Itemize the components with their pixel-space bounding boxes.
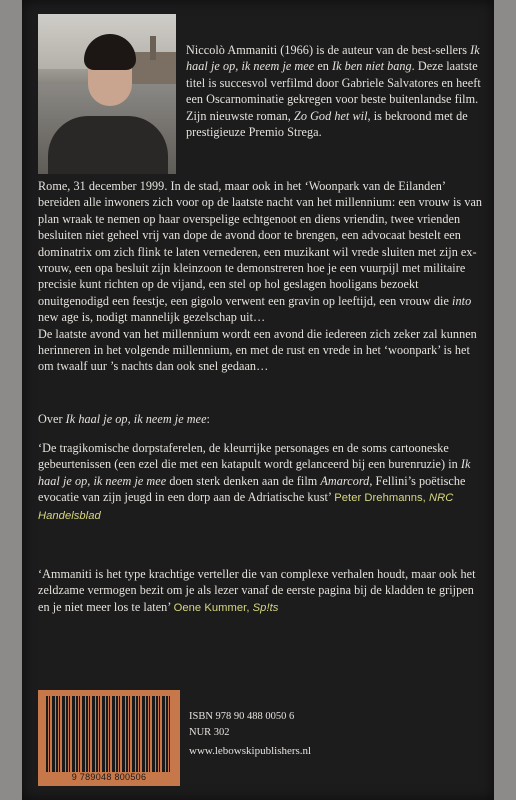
quote-attribution: Peter Drehmanns, NRC Handelsblad bbox=[38, 492, 454, 522]
author-bio: Niccolò Ammaniti (1966) is de auteur van de best-sellers Ik haal je op, ik neem je mee en Ik ben niet bang. Deze laatste titel is succesvol verfilmd door Gabriele Salvatores en heeft een Oscarnominatie gekregen voor beste buitenlandse film. Zijn nieuwste roman, Zo God het wil, is bekroond met de prestigieuze Premio Strega. bbox=[186, 43, 481, 140]
barcode-bars bbox=[46, 696, 172, 772]
review-quote-1: ‘De tragikomische dorpstaferelen, de kleurrijke personages en de soms cartooneske gebeurtenissen (een ezel die met een katapult wordt gelanceerd bij een burenruzie) in Ik haal je op, ik neem je mee doen sterk denken aan de film Amarcord, Fellini’s poëtische evocatie van zijn jeugd in een dorp aan de Adriatische kust’ Peter Drehmanns, NRC Handelsblad bbox=[38, 441, 471, 522]
about-heading: Over Ik haal je op, ik neem je mee: bbox=[38, 412, 210, 426]
nur-code: NUR 302 bbox=[189, 727, 230, 738]
barcode-digits: 9 789048 800506 bbox=[71, 772, 147, 782]
publisher-url: www.lebowskipublishers.nl bbox=[189, 745, 312, 757]
author-photo bbox=[38, 14, 176, 174]
review-quote-2: ‘Ammaniti is het type krachtige verteller die van complexe verhalen houdt, maar ook het zeldzame vermogen bezit om je als lezer vanaf de eerste pagina bij de kladden te grijpen en je niet meer los te laten’ Oene Kummer, Sp!ts bbox=[38, 567, 476, 614]
synopsis: Rome, 31 december 1999. In de stad, maar ook in het ‘Woonpark van de Eilanden’ bereiden alle inwoners zich voor op de laatste nacht van het millennium: een vrouw is van plan wraak te nemen op haar overspelige echtgenoot en diens vriendin, twee vrienden besluiten niet geheel vrij van dope de avond door te brengen, een advocaat bestelt een dominatrix om zich flink te laten vernederen, een muzikant wil vrede sluiten met zijn ex-vrouw, een opa besluit zijn kleinzoon te demonstreren hoe je een vuurpijl met militaire precisie kunt richten op de vijand, een stel op hol geslagen hooligans bezoekt onuitgenodigd een feestje, een gigolo verwent een gravin op leeftijd, een vrouw die into new age is, nodigt mannelijk gezelschap uit… De laatste avond van het millennium wordt een avond die iedereen zich zeker zal kunnen herinneren in het volgende millennium, en met de rust en vrede in het ‘woonpark’ is het om twaalf uur ’s nachts dan ook snel gedaan… bbox=[38, 179, 483, 374]
isbn-number: ISBN 978 90 488 0050 6 bbox=[189, 711, 295, 722]
quote-attribution: Oene Kummer, Sp!ts bbox=[173, 601, 279, 614]
barcode bbox=[38, 690, 180, 786]
